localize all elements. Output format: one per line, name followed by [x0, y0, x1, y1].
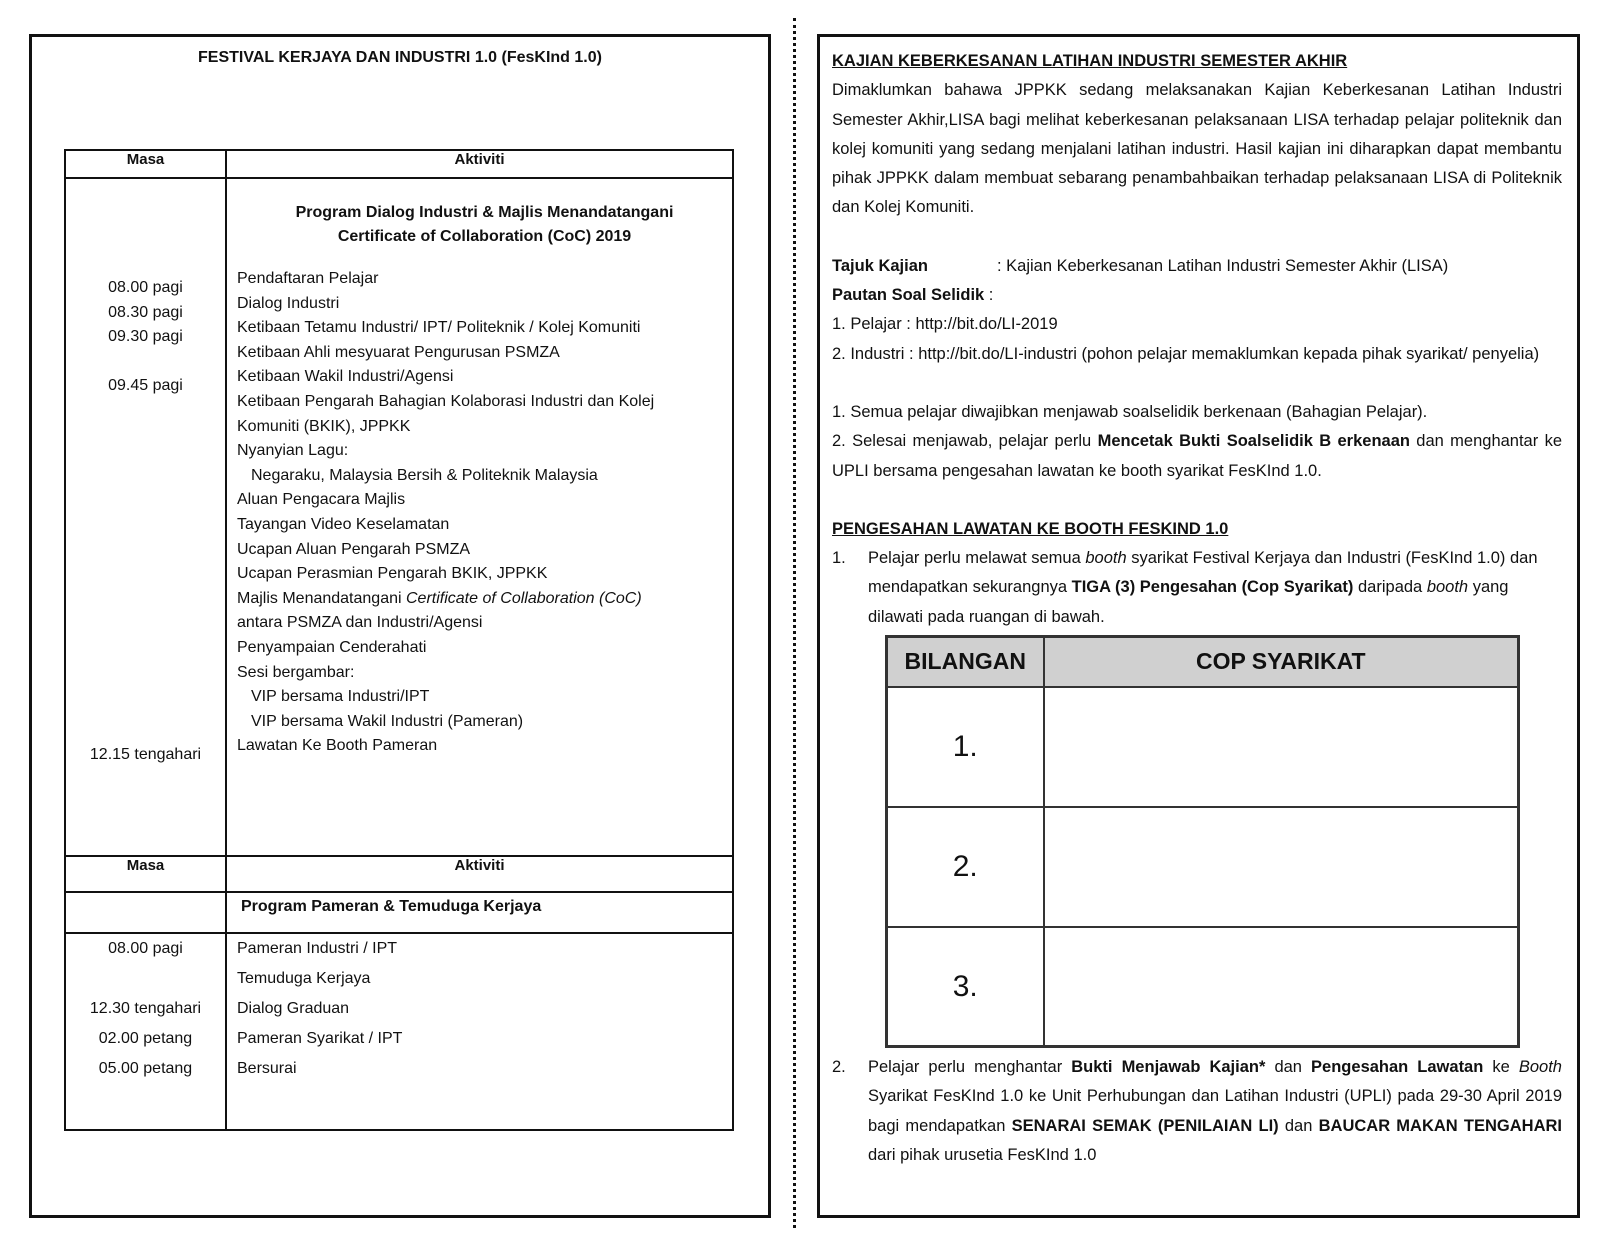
cop-syarikat-table: [885, 635, 1520, 1048]
link-industri[interactable]: 2. Industri : http://bit.do/LI-industri (pohon pelajar memaklumkan kepada pihak syarikat/ penyelia): [832, 344, 1540, 363]
row-number: 3.: [887, 927, 1044, 1047]
step-2: 2. Pelajar perlu menghantar Bukti Menjawab Kajian* dan Pengesahan Lawatan ke Booth Syarikat FesKInd 1.0 ke Unit Perhubungan dan Latihan Industri (UPLI) pada 29-30 April 2019 bagi mendapatkan SENARAI SEMAK (PENILAIAN LI) dan BAUCAR MAKAN TENGAHARI dari pihak urusetia FesKInd 1.0: [832, 1058, 1563, 1164]
schedule-time: [66, 522, 225, 547]
schedule-time: [66, 620, 225, 645]
schedule-time: 09.45 pagi: [108, 377, 183, 395]
booth-heading: PENGESAHAN LAWATAN KE BOOTH FESKIND 1.0: [832, 519, 1229, 538]
schedule-time: 08.30 pagi: [108, 303, 183, 321]
schedule-activity: Lawatan Ke Booth Pameran: [237, 737, 438, 755]
schedule-activity: Majlis Menandatangani Certificate of Collaboration (CoC): [237, 589, 642, 607]
schedule-activity: Ucapan Aluan Pengarah PSMZA: [237, 540, 471, 558]
schedule-time: [66, 670, 225, 695]
schedule-activity: Negaraku, Malaysia Bersih & Politeknik Malaysia: [251, 466, 598, 484]
schedule-activity: Aluan Pengacara Majlis: [237, 491, 406, 509]
schedule-time: 12.30 tengahari: [89, 1000, 202, 1017]
pautan-label: Pautan Soal Selidik: [832, 286, 985, 305]
schedule-activity: Ketibaan Wakil Industri/Agensi: [237, 368, 454, 386]
schedule-time: 08.00 pagi: [108, 940, 183, 957]
header-aktiviti: Aktiviti: [226, 150, 733, 178]
header-masa-2: Masa: [65, 856, 226, 892]
schedule-time: [66, 473, 225, 498]
schedule-activity: Komuniti (BKIK), JPPKK: [237, 417, 411, 435]
note-1: 1. Semua pelajar diwajibkan menjawab soalselidik berkenaan (Bahagian Pelajar).: [832, 402, 1428, 421]
schedule-activity: Pendaftaran Pelajar: [237, 270, 379, 287]
row-number: 1.: [887, 687, 1044, 807]
schedule-activity: VIP bersama Industri/IPT: [251, 688, 430, 706]
program1-subtitle: Certificate of Collaboration (CoC) 2019: [337, 228, 632, 245]
stamp-cell[interactable]: [1044, 927, 1519, 1047]
program2-title: Program Pameran & Temuduga Kerjaya: [226, 892, 733, 933]
dotted-fold-divider: [793, 18, 796, 1228]
program1-title: Program Dialog Industri & Majlis Menandatangani: [295, 204, 674, 221]
schedule-activity: Ucapan Perasmian Pengarah BKIK, JPPKK: [237, 565, 548, 583]
schedule-activity: antara PSMZA dan Industri/Agensi: [237, 614, 483, 632]
schedule-panel: [29, 34, 771, 1218]
schedule-time: 05.00 petang: [98, 1060, 193, 1077]
schedule-time: [66, 350, 225, 375]
survey-heading: KAJIAN KEBERKESANAN LATIHAN INDUSTRI SEMESTER AKHIR: [832, 52, 1348, 70]
stamp-cell[interactable]: [1044, 687, 1519, 807]
header-bilangan: BILANGAN: [887, 637, 1044, 687]
survey-panel: KAJIAN KEBERKESANAN LATIHAN INDUSTRI SEMESTER AKHIR Dimaklumkan bahawa JPPKK sedang melaksanakan Kajian Keberkesanan Latihan Industri Semester Akhir,LISA bagi melihat keberkesanan pelaksanaan LISA terhadap pelajar politeknik dan kolej komuniti yang sedang menjalani latihan industri. Hasil kajian ini diharapkan dapat membantu pihak JPPKK dalam membuat sebarang penambahbaikan terhadap pelaksanaan LISA di Politeknik dan Kolej Komuniti. Tajuk Kajian : Kajian Keberkesanan Latihan Industri Semester Akhir (LISA) Pautan Soal Selidik : 1. Pelajar : http://bit.do/LI-2019 2. Industri : http://bit.do/LI-industri (pohon pelajar memaklumkan kepada pihak syarikat/ penyelia) 1. Semua pelajar diwajibkan menjawab soalselidik berkenaan (Bahagian Pelajar). 2. Selesai menjawab, pelajar perlu Mencetak Bukti Soalselidik B erkenaan dan menghantar ke UPLI bersama pengesahan lawatan ke booth syarikat FesKInd 1.0. PENGESAHAN LAWATAN KE BOOTH FESKIND 1.0 1. Pelajar perlu melawat semua booth syarikat Festival Kerjaya dan Industri (FesKInd 1.0) dan mendapatkan sekurangnya TIGA (3) Pengesahan (Cop Syarikat) daripada booth yang dilawati pada ruangan di bawah. BILANGAN COP SYARIKAT 1. 2. 3. 2. Pelajar perlu menghantar Bukti Menjawab Kajian* dan Pengesahan Lawatan ke Booth Syarikat FesKInd 1.0 ke Unit Perhubungan dan Latihan Industri (UPLI) pada 29-30 April 2019 bagi mendapatkan SENARAI SEMAK (PENILAIAN LI) dan BAUCAR MAKAN TENGAHARI dari pihak urusetia FesKInd 1.0: [817, 34, 1580, 1218]
note-2: 2. Selesai menjawab, pelajar perlu Mencetak Bukti Soalselidik B erkenaan dan menghantar ke UPLI bersama pengesahan lawatan ke booth syarikat FesKInd 1.0.: [832, 432, 1562, 480]
schedule-time: [66, 448, 225, 473]
schedule-activity: VIP bersama Wakil Industri (Pameran): [251, 712, 524, 730]
schedule-time: [66, 596, 225, 621]
schedule-activity: Ketibaan Pengarah Bahagian Kolaborasi Industri dan Kolej: [237, 392, 655, 410]
schedule-time: 08.00 pagi: [108, 279, 183, 296]
schedule-time: [66, 547, 225, 572]
schedule-activity: Bersurai: [237, 1060, 297, 1077]
schedule-time: [66, 571, 225, 596]
step-1: 1. Pelajar perlu melawat semua booth syarikat Festival Kerjaya dan Industri (FesKInd 1.0) dan mendapatkan sekurangnya TIGA (3) Pengesahan (Cop Syarikat) daripada booth yang dilawati pada ruangan di bawah.: [832, 549, 1538, 626]
schedule-activity: Dialog Graduan: [237, 1000, 350, 1017]
schedule-activity: Ketibaan Tetamu Industri/ IPT/ Politeknik / Kolej Komuniti: [237, 319, 641, 337]
schedule-activity: Penyampaian Cenderahati: [237, 638, 427, 656]
header-masa: Masa: [65, 150, 226, 178]
festival-title: FESTIVAL KERJAYA DAN INDUSTRI 1.0 (FesKInd 1.0): [198, 49, 602, 66]
header-cop-syarikat: COP SYARIKAT: [1044, 637, 1519, 687]
schedule-time: [66, 964, 225, 994]
schedule-time: [66, 719, 225, 744]
schedule-activity: Nyanyian Lagu:: [237, 442, 349, 460]
stamp-cell[interactable]: [1044, 807, 1519, 927]
schedule-activity: Sesi bergambar:: [237, 663, 355, 681]
schedule-activity: Dialog Industri: [237, 294, 340, 312]
schedule-activity: Pameran Industri / IPT: [237, 940, 398, 957]
schedule-time: [66, 694, 225, 719]
schedule-time: [66, 645, 225, 670]
schedule-time: [66, 497, 225, 522]
schedule-activity: Ketibaan Ahli mesyuarat Pengurusan PSMZA: [237, 343, 560, 361]
schedule-table: [64, 149, 734, 1131]
schedule-time: 12.15 tengahari: [89, 746, 202, 764]
schedule-activity: Tayangan Video Keselamatan: [237, 515, 450, 533]
header-aktiviti-2: Aktiviti: [226, 856, 733, 892]
link-pelajar[interactable]: 1. Pelajar : http://bit.do/LI-2019: [832, 315, 1058, 334]
schedule-time: 09.30 pagi: [108, 328, 183, 346]
schedule-time: 02.00 petang: [98, 1030, 193, 1047]
tajuk-label: Tajuk Kajian: [832, 256, 928, 275]
schedule-time: [66, 424, 225, 449]
survey-intro: Dimaklumkan bahawa JPPKK sedang melaksanakan Kajian Keberkesanan Latihan Industri Semester Akhir,LISA bagi melihat keberkesanan pelaksanaan LISA terhadap pelajar politeknik dan kolej komuniti yang sedang menjalani latihan industri. Hasil kajian ini diharapkan dapat membantu pihak JPPKK dalam membuat sebarang penambahbaikan terhadap pelaksanaan LISA di Politeknik dan Kolej Komuniti.: [832, 81, 1562, 217]
row-number: 2.: [887, 807, 1044, 927]
schedule-time: [66, 399, 225, 424]
schedule-activity: Temuduga Kerjaya: [237, 970, 371, 987]
schedule-activity: Pameran Syarikat / IPT: [237, 1030, 403, 1047]
tajuk-row: [832, 252, 1562, 281]
tajuk-value: : Kajian Keberkesanan Latihan Industri Semester Akhir (LISA): [997, 256, 1449, 275]
